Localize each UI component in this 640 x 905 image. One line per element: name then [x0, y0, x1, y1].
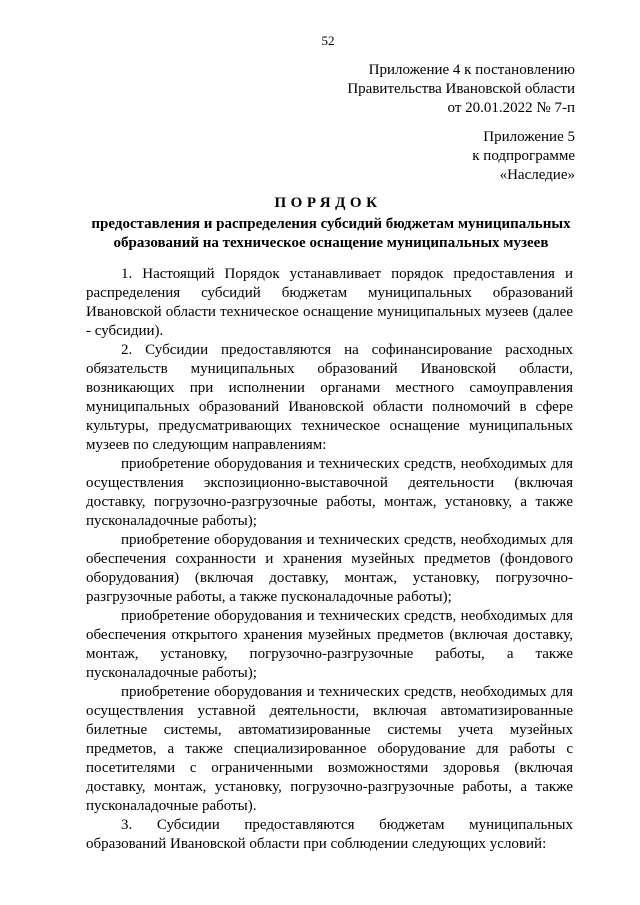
subtitle-line-1: предоставления и распределения субсидий бюджетам муниципальных: [91, 216, 571, 232]
appendix-main-header: [347, 61, 575, 118]
appendix-sub-line-1: Приложение 5: [483, 129, 575, 145]
document-subtitle: [86, 215, 576, 253]
appendix-sub-line-3: «Наследие»: [499, 167, 575, 183]
direction-item-4: приобретение оборудования и технических средств, необходимых для осуществления уставной деятельности, включая автоматизированные билетные системы, автоматизированные системы учета музейных предметов, а также специализированное оборудование для работы с посетителями с ограниченными возможностями здоровья (включая доставку, монтаж, установку, погрузочно-разгрузочные работы, а также пусконаладочные работы).: [86, 684, 573, 814]
page-number: 52: [321, 33, 335, 48]
direction-item-1: приобретение оборудования и технических средств, необходимых для осуществления экспозиционно-выставочной деятельности (включая доставку, погрузочно-разгрузочные работы, монтаж, установку, а также пусконаладочные работы);: [86, 456, 573, 529]
document-title: ПОРЯДОК: [274, 195, 382, 211]
appendix-main-line-2: Правительства Ивановской области: [347, 81, 575, 97]
appendix-sub-line-2: к подпрограмме: [472, 148, 575, 164]
appendix-main-line-3: от 20.01.2022 № 7-п: [447, 100, 575, 116]
paragraph-1: 1. Настоящий Порядок устанавливает порядок предоставления и распределения субсидий бюджетам муниципальных образований Ивановской области техническое оснащение муниципальных музеев (далее - субсидии).: [86, 266, 573, 339]
subtitle-line-2: образований на техническое оснащение муниципальных музеев: [113, 235, 549, 251]
appendix-sub-header: [472, 128, 575, 185]
direction-item-2: приобретение оборудования и технических средств, необходимых для обеспечения сохранности и хранения музейных предметов (фондового оборудования) (включая доставку, монтаж, установку, погрузочно-разгрузочные работы, а также пусконаладочные работы);: [86, 532, 573, 605]
paragraph-3: 3. Субсидии предоставляются бюджетам муниципальных образований Ивановской области при соблюдении следующих условий:: [86, 817, 573, 852]
direction-item-3: приобретение оборудования и технических средств, необходимых для обеспечения открытого хранения музейных предметов (включая доставку, монтаж, установку, погрузочно-разгрузочные работы, а также пусконаладочные работы);: [86, 608, 573, 681]
appendix-main-line-1: Приложение 4 к постановлению: [368, 62, 575, 78]
paragraph-2: 2. Субсидии предоставляются на софинансирование расходных обязательств муниципальных образований Ивановской области, возникающих при исполнении органами местного самоуправления муниципальных образований Ивановской области полномочий в сфере культуры, предусматривающих техническое оснащение муниципальных музеев по следующим направлениям:: [86, 342, 573, 453]
document-body: [86, 265, 573, 854]
